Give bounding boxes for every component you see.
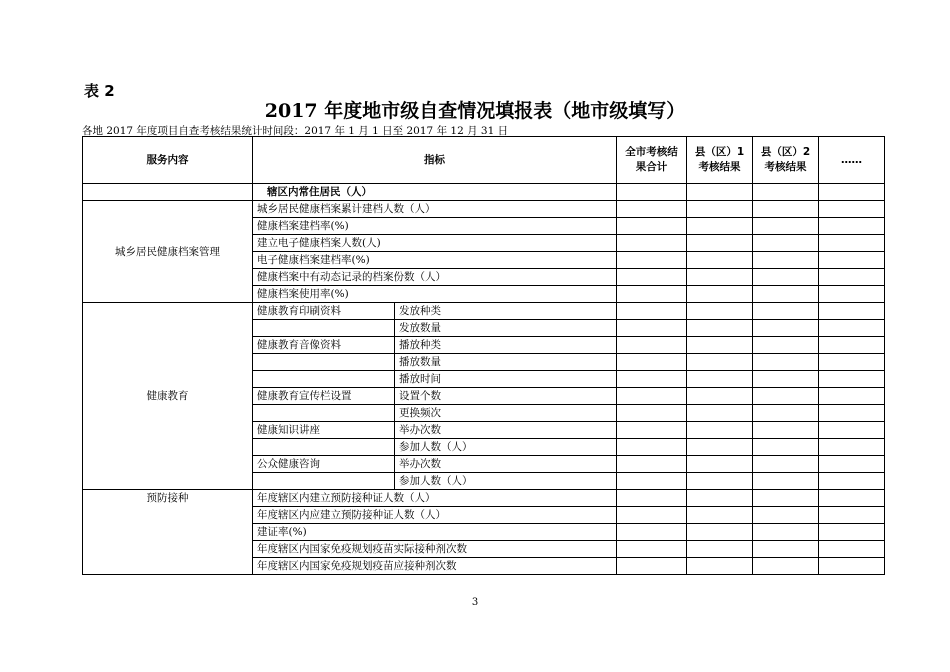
- indicator-group-cell: 健康教育印刷资料: [253, 303, 395, 320]
- result-cell: [687, 388, 753, 405]
- result-cell: [617, 524, 687, 541]
- indicator-group-cell: [253, 371, 395, 388]
- result-cell: [753, 320, 819, 337]
- result-cell: [687, 456, 753, 473]
- result-cell: [753, 235, 819, 252]
- result-cell: [753, 541, 819, 558]
- result-cell: [753, 473, 819, 490]
- result-cell: [617, 405, 687, 422]
- result-cell: [687, 439, 753, 456]
- sub-indicator-cell: 参加人数（人）: [395, 439, 617, 456]
- result-cell: [753, 303, 819, 320]
- table-cell: [617, 184, 687, 201]
- table-cell: [83, 184, 253, 201]
- sub-indicator-cell: 更换频次: [395, 405, 617, 422]
- indicator-cell: 年度辖区内应建立预防接种证人数（人）: [253, 507, 617, 524]
- table-row: [83, 303, 885, 320]
- indicator-cell: 健康档案中有动态记录的档案份数（人）: [253, 269, 617, 286]
- result-cell: [819, 269, 885, 286]
- result-cell: [753, 405, 819, 422]
- result-cell: [819, 337, 885, 354]
- result-cell: [753, 456, 819, 473]
- result-cell: [753, 422, 819, 439]
- indicator-cell: 城乡居民健康档案累计建档人数（人）: [253, 201, 617, 218]
- header-county-2: 县（区）2考核结果: [753, 137, 819, 184]
- result-cell: [819, 456, 885, 473]
- table-row: [83, 490, 885, 507]
- result-cell: [753, 371, 819, 388]
- result-cell: [819, 388, 885, 405]
- result-cell: [687, 218, 753, 235]
- result-cell: [687, 354, 753, 371]
- sub-indicator-cell: 播放数量: [395, 354, 617, 371]
- indicator-cell: 年度辖区内国家免疫规划疫苗应接种剂次数: [253, 558, 617, 575]
- result-cell: [617, 303, 687, 320]
- sub-indicator-cell: 举办次数: [395, 422, 617, 439]
- result-cell: [753, 269, 819, 286]
- result-cell: [819, 286, 885, 303]
- indicator-group-cell: [253, 439, 395, 456]
- document-title: 2017 年度地市级自查情况填报表（地市级填写）: [264, 100, 686, 122]
- indicator-cell: 健康档案使用率(%): [253, 286, 617, 303]
- header-county-1: 县（区）1考核结果: [687, 137, 753, 184]
- result-cell: [753, 218, 819, 235]
- result-cell: [753, 439, 819, 456]
- result-cell: [687, 422, 753, 439]
- result-cell: [617, 269, 687, 286]
- header-city-total: 全市考核结果合计: [617, 137, 687, 184]
- header-service: 服务内容: [83, 137, 253, 184]
- result-cell: [819, 490, 885, 507]
- result-cell: [687, 371, 753, 388]
- indicator-group-cell: [253, 354, 395, 371]
- table-row: [83, 201, 885, 218]
- result-cell: [687, 541, 753, 558]
- table-cell: [687, 184, 753, 201]
- indicator-group-cell: [253, 405, 395, 422]
- result-cell: [753, 388, 819, 405]
- sub-indicator-cell: 播放种类: [395, 337, 617, 354]
- sub-indicator-cell: 发放数量: [395, 320, 617, 337]
- indicator-group-cell: 健康知识讲座: [253, 422, 395, 439]
- result-cell: [617, 473, 687, 490]
- result-cell: [819, 371, 885, 388]
- result-cell: [687, 286, 753, 303]
- indicator-group-cell: 健康教育音像资料: [253, 337, 395, 354]
- result-cell: [617, 439, 687, 456]
- result-cell: [819, 473, 885, 490]
- indicator-cell: 年度辖区内建立预防接种证人数（人）: [253, 490, 617, 507]
- result-cell: [617, 252, 687, 269]
- table-cell: [819, 184, 885, 201]
- result-cell: [687, 303, 753, 320]
- indicator-cell: 健康档案建档率(%): [253, 218, 617, 235]
- result-cell: [617, 490, 687, 507]
- result-cell: [617, 541, 687, 558]
- result-cell: [753, 524, 819, 541]
- result-cell: [687, 473, 753, 490]
- sub-indicator-cell: 参加人数（人）: [395, 473, 617, 490]
- sub-indicator-cell: 举办次数: [395, 456, 617, 473]
- statistics-period-note: 各地 2017 年度项目自查考核结果统计时间段：2017 年 1 月 1 日至 2017 年 12 月 31 日: [82, 125, 509, 137]
- service-records-management: 城乡居民健康档案管理: [83, 201, 253, 303]
- result-cell: [819, 303, 885, 320]
- header-indicator: 指标: [253, 137, 617, 184]
- result-cell: [687, 320, 753, 337]
- result-cell: [687, 269, 753, 286]
- result-cell: [753, 558, 819, 575]
- result-cell: [617, 286, 687, 303]
- result-cell: [819, 252, 885, 269]
- service-health-education: 健康教育: [83, 303, 253, 490]
- result-cell: [617, 507, 687, 524]
- result-cell: [617, 201, 687, 218]
- result-cell: [753, 490, 819, 507]
- result-cell: [753, 252, 819, 269]
- page-number: 3: [471, 597, 479, 608]
- result-cell: [753, 337, 819, 354]
- result-cell: [687, 558, 753, 575]
- result-cell: [819, 524, 885, 541]
- result-cell: [617, 388, 687, 405]
- indicator-group-cell: [253, 320, 395, 337]
- result-cell: [819, 201, 885, 218]
- table-cell: [753, 184, 819, 201]
- table-header-row: [83, 137, 885, 184]
- sub-indicator-cell: 发放种类: [395, 303, 617, 320]
- indicator-group-cell: 健康教育宣传栏设置: [253, 388, 395, 405]
- indicator-cell: 建证率(%): [253, 524, 617, 541]
- resident-population-row: [83, 184, 885, 201]
- result-cell: [687, 337, 753, 354]
- result-cell: [687, 490, 753, 507]
- result-cell: [617, 422, 687, 439]
- result-cell: [819, 439, 885, 456]
- result-cell: [819, 507, 885, 524]
- result-cell: [819, 422, 885, 439]
- result-cell: [617, 218, 687, 235]
- result-cell: [753, 507, 819, 524]
- result-cell: [617, 235, 687, 252]
- result-cell: [819, 354, 885, 371]
- service-vaccination: 预防接种: [83, 490, 253, 575]
- result-cell: [687, 507, 753, 524]
- indicator-cell: 建立电子健康档案人数(人): [253, 235, 617, 252]
- result-cell: [819, 558, 885, 575]
- result-cell: [753, 201, 819, 218]
- result-cell: [617, 456, 687, 473]
- result-cell: [819, 405, 885, 422]
- result-cell: [819, 541, 885, 558]
- result-cell: [687, 201, 753, 218]
- indicator-group-cell: [253, 473, 395, 490]
- result-cell: [753, 354, 819, 371]
- result-cell: [687, 524, 753, 541]
- indicator-cell: 年度辖区内国家免疫规划疫苗实际接种剂次数: [253, 541, 617, 558]
- indicator-cell: 电子健康档案建档率(%): [253, 252, 617, 269]
- result-cell: [617, 558, 687, 575]
- result-cell: [753, 286, 819, 303]
- sub-indicator-cell: 设置个数: [395, 388, 617, 405]
- result-cell: [687, 235, 753, 252]
- sub-indicator-cell: 播放时间: [395, 371, 617, 388]
- result-cell: [819, 235, 885, 252]
- result-cell: [687, 405, 753, 422]
- result-cell: [819, 320, 885, 337]
- result-cell: [687, 252, 753, 269]
- report-table: [82, 136, 885, 575]
- header-more: ……: [819, 137, 885, 184]
- result-cell: [617, 337, 687, 354]
- indicator-group-cell: 公众健康咨询: [253, 456, 395, 473]
- table-label: 表 2: [84, 82, 115, 100]
- result-cell: [617, 354, 687, 371]
- result-cell: [617, 371, 687, 388]
- resident-population-label: 辖区内常住居民（人）: [253, 184, 617, 201]
- result-cell: [819, 218, 885, 235]
- result-cell: [617, 320, 687, 337]
